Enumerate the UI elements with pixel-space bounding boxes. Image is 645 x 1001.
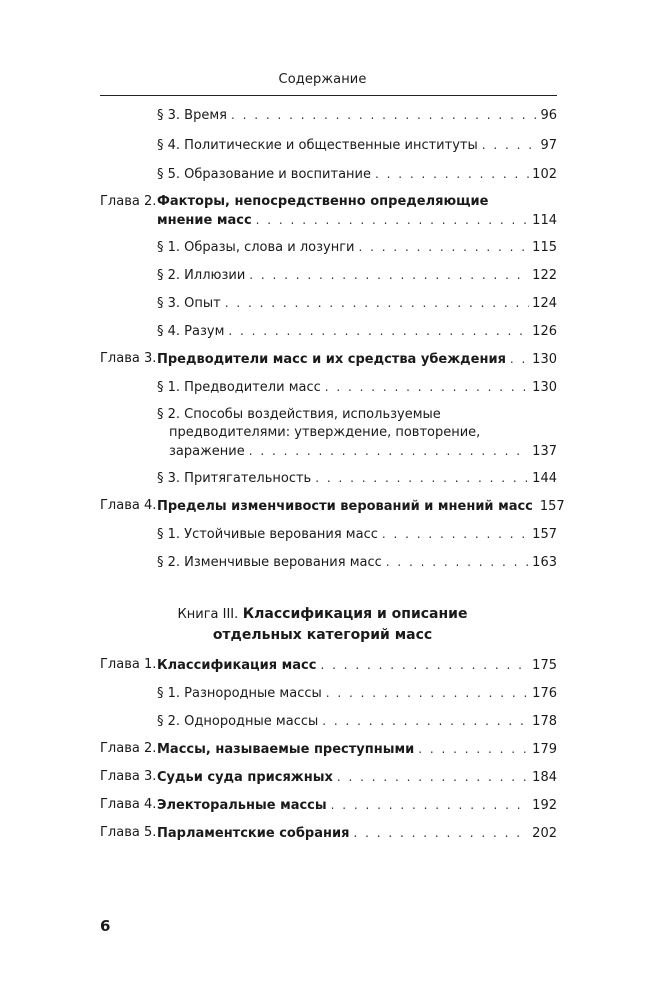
toc-entry-page: 176 [532, 686, 557, 701]
toc-entry-page: 115 [532, 240, 557, 255]
toc-entry-page: 137 [532, 444, 557, 459]
toc-chapter-entry[interactable] [100, 740, 557, 759]
toc-entry-page: 179 [532, 742, 557, 757]
toc-entry-page: 202 [532, 826, 557, 841]
toc-entry[interactable] [157, 525, 557, 544]
leader-dots [231, 106, 537, 124]
toc-entry-page: 163 [532, 555, 557, 570]
toc-entry-title: Предводители масс и их средства убеждения [157, 352, 506, 367]
toc-entry-title: § 3. Притягательность [157, 471, 312, 486]
toc-entry-page: 130 [532, 352, 557, 367]
book-title-line: отдельных категорий масс [212, 627, 433, 643]
toc-entry-title: § 4. Разум [157, 324, 225, 339]
toc-entry-title: Классификация масс [157, 658, 317, 673]
leader-dots [331, 796, 530, 814]
toc-chapter-entry[interactable] [100, 656, 557, 675]
toc-entry-page: 126 [532, 324, 557, 339]
toc-entry-title: § 4. Политические и общественные институты [157, 138, 478, 153]
leader-dots [315, 469, 529, 487]
toc-entry-title-line: предводителями: утверждение, повторение, [169, 425, 481, 440]
toc-entry-title-line: Факторы, непосредственно определяющие [157, 194, 489, 209]
chapter-label: Глава 3. [100, 769, 157, 784]
toc-entry[interactable] [157, 378, 557, 397]
toc-entry-page: 157 [539, 499, 565, 514]
toc-entry[interactable] [157, 106, 557, 125]
toc-entry-title: § 2. Иллюзии [157, 268, 246, 283]
leader-dots [382, 525, 529, 543]
book-label: Книга III. [177, 607, 239, 622]
toc-entry-page: 124 [532, 296, 557, 311]
chapter-label: Глава 1. [100, 657, 157, 672]
toc-entry-title: Пределы изменчивости верований и мнений масс [157, 499, 533, 514]
toc-entry[interactable] [157, 684, 557, 703]
toc-entry-page: 184 [532, 770, 557, 785]
toc-entry-page: 175 [532, 658, 557, 673]
toc-entry-title: § 3. Время [157, 108, 227, 123]
toc-entry-title: § 3. Опыт [157, 296, 221, 311]
book-heading [0, 604, 645, 646]
chapter-label: Глава 4. [100, 797, 157, 812]
leader-dots [353, 824, 529, 842]
toc-entry-page: 178 [532, 714, 557, 729]
chapter-label: Глава 3. [100, 351, 157, 366]
toc-entry-page: 96 [540, 108, 557, 123]
toc-entry-title: § 1. Устойчивые верования масс [157, 527, 378, 542]
leader-dots [325, 378, 529, 396]
leader-dots [510, 350, 529, 368]
toc-entry-title: Электоральные массы [157, 798, 327, 813]
leader-dots [320, 656, 529, 674]
toc-entry-title-line: § 2. Способы воздействия, используемые [157, 407, 441, 422]
chapter-label: Глава 2. [100, 194, 157, 209]
toc-entry-title: § 5. Образование и воспитание [157, 167, 371, 182]
leader-dots [386, 553, 529, 571]
leader-dots [249, 266, 529, 284]
toc-entry-title-line: заражение [169, 444, 245, 459]
toc-chapter-entry[interactable] [100, 497, 565, 516]
leader-dots [225, 294, 529, 312]
toc-entry[interactable] [157, 294, 557, 313]
toc-entry-page: 122 [532, 268, 557, 283]
toc-entry-title-line: мнение масс [157, 213, 252, 228]
toc-entry-title: § 1. Образы, слова и лозунги [157, 240, 355, 255]
toc-entry[interactable] [157, 712, 557, 731]
toc-entry[interactable] [157, 136, 557, 155]
toc-chapter-entry[interactable] [100, 193, 557, 230]
toc-entry[interactable] [157, 469, 557, 488]
chapter-label: Глава 2. [100, 741, 157, 756]
page-number: 6 [100, 917, 111, 935]
toc-chapter-entry[interactable] [100, 768, 557, 787]
leader-dots [337, 768, 529, 786]
leader-dots [322, 712, 529, 730]
toc-entry-title: Массы, называемые преступными [157, 742, 415, 757]
chapter-label: Глава 5. [100, 825, 157, 840]
toc-entry[interactable] [157, 165, 557, 184]
leader-dots [249, 442, 529, 460]
toc-chapter-entry[interactable] [100, 350, 557, 369]
toc-entry-title: Судьи суда присяжных [157, 770, 333, 785]
toc-entry[interactable] [157, 553, 557, 572]
toc-entry-page: 157 [532, 527, 557, 542]
toc-entry-page: 130 [532, 380, 557, 395]
toc-entry-page: 192 [532, 798, 557, 813]
toc-entry-page: 97 [540, 138, 557, 153]
toc-entry-title: § 1. Разнородные массы [157, 686, 322, 701]
chapter-label: Глава 4. [100, 498, 157, 513]
toc-entry[interactable] [157, 238, 557, 257]
leader-dots [256, 211, 530, 229]
toc-chapter-entry[interactable] [100, 796, 557, 815]
toc-chapter-entry[interactable] [100, 824, 557, 843]
toc-entry-title: Парламентские собрания [157, 826, 350, 841]
toc-entry-title: § 1. Предводители масс [157, 380, 321, 395]
toc-entry-page: 114 [532, 213, 557, 228]
toc-entry-page: 102 [532, 167, 557, 182]
leader-dots [228, 322, 529, 340]
running-header: Содержание [278, 72, 367, 87]
toc-entry-title: § 2. Изменчивые верования масс [157, 555, 382, 570]
leader-dots [326, 684, 529, 702]
leader-dots [358, 238, 529, 256]
leader-dots [482, 136, 538, 154]
toc-entry-page: 144 [532, 471, 557, 486]
toc-entry[interactable] [157, 266, 557, 285]
leader-dots [375, 165, 529, 183]
book-title-line: Классификация и описание [242, 606, 468, 622]
toc-entry[interactable] [157, 406, 557, 461]
toc-entry[interactable] [157, 322, 557, 341]
toc-entry-title: § 2. Однородные массы [157, 714, 319, 729]
leader-dots [418, 740, 529, 758]
